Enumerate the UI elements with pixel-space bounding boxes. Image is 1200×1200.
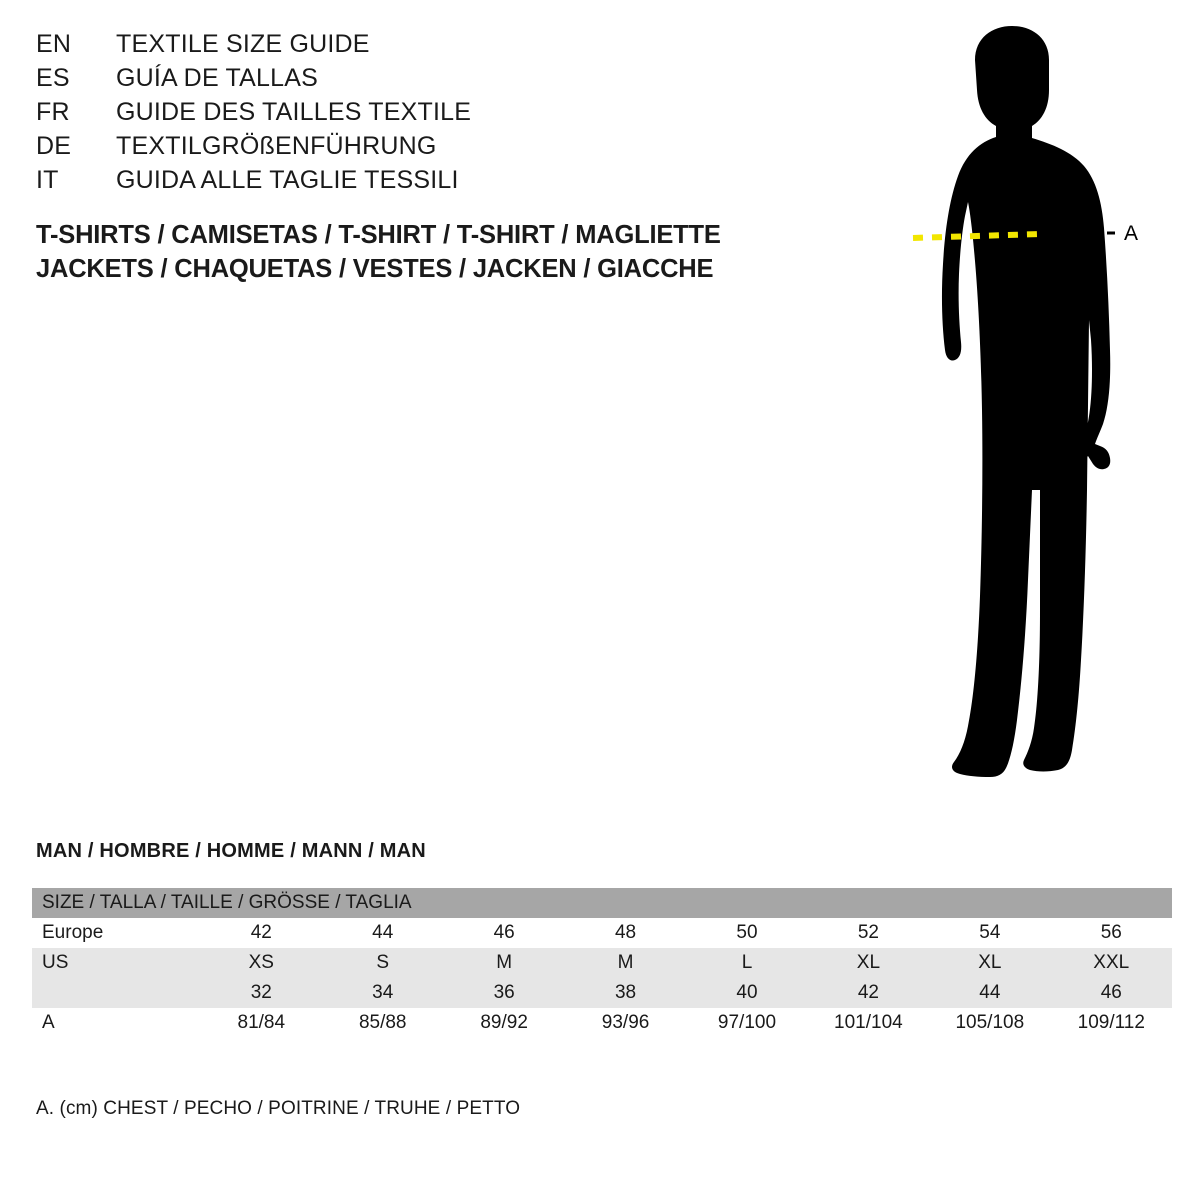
cell-us-7: XXL — [1051, 948, 1172, 978]
language-list — [36, 30, 796, 200]
row-label-us: US — [32, 948, 201, 978]
table-row — [32, 978, 1172, 1008]
cell-numeric-5: 42 — [808, 978, 929, 1008]
cell-europe-0: 42 — [201, 918, 322, 948]
language-code: EN — [36, 30, 72, 58]
chest-marker-label: A — [1124, 222, 1139, 245]
language-row — [36, 64, 796, 98]
language-row — [36, 166, 796, 200]
language-title: TEXTILGRÖßENFÜHRUNG — [116, 132, 437, 160]
language-code: FR — [36, 98, 70, 126]
cell-europe-2: 46 — [443, 918, 564, 948]
cell-chest-4: 97/100 — [686, 1008, 807, 1038]
cell-europe-1: 44 — [322, 918, 443, 948]
cell-chest-1: 85/88 — [322, 1008, 443, 1038]
cell-numeric-3: 38 — [565, 978, 686, 1008]
cell-numeric-4: 40 — [686, 978, 807, 1008]
table-row — [32, 918, 1172, 948]
table-row — [32, 1008, 1172, 1038]
language-title: GUIDA ALLE TAGLIE TESSILI — [116, 166, 459, 194]
language-row — [36, 30, 796, 64]
cell-chest-0: 81/84 — [201, 1008, 322, 1038]
language-title: TEXTILE SIZE GUIDE — [116, 30, 370, 58]
language-title: GUIDE DES TAILLES TEXTILE — [116, 98, 472, 126]
row-label-a: A — [32, 1008, 201, 1038]
cell-us-1: S — [322, 948, 443, 978]
table-footnote: A. (cm) CHEST / PECHO / POITRINE / TRUHE / PETTO — [36, 1098, 521, 1119]
cell-us-5: XL — [808, 948, 929, 978]
cell-numeric-7: 46 — [1051, 978, 1172, 1008]
garment-type-tshirts: T-SHIRTS / CAMISETAS / T-SHIRT / T-SHIRT / MAGLIETTE — [36, 221, 721, 249]
cell-chest-5: 101/104 — [808, 1008, 929, 1038]
section-title-man: MAN / HOMBRE / HOMME / MANN / MAN — [36, 840, 426, 862]
cell-us-2: M — [443, 948, 564, 978]
cell-chest-3: 93/96 — [565, 1008, 686, 1038]
language-row — [36, 132, 796, 166]
size-table — [32, 888, 1172, 1038]
cell-numeric-0: 32 — [201, 978, 322, 1008]
cell-us-4: L — [686, 948, 807, 978]
garment-type-jackets: JACKETS / CHAQUETAS / VESTES / JACKEN / GIACCHE — [36, 255, 714, 283]
table-header-row — [32, 888, 1172, 918]
silhouette-shape — [942, 26, 1110, 777]
cell-europe-6: 54 — [929, 918, 1050, 948]
language-code: IT — [36, 166, 59, 194]
cell-us-0: XS — [201, 948, 322, 978]
cell-europe-7: 56 — [1051, 918, 1172, 948]
language-title: GUÍA DE TALLAS — [116, 64, 318, 92]
male-silhouette-figure — [800, 20, 1200, 790]
language-code: DE — [36, 132, 72, 160]
table-header-label: SIZE / TALLA / TAILLE / GRÖSSE / TAGLIA — [32, 888, 1172, 918]
language-row — [36, 98, 796, 132]
cell-europe-4: 50 — [686, 918, 807, 948]
cell-chest-7: 109/112 — [1051, 1008, 1172, 1038]
cell-chest-2: 89/92 — [443, 1008, 564, 1038]
cell-europe-3: 48 — [565, 918, 686, 948]
cell-numeric-2: 36 — [443, 978, 564, 1008]
cell-chest-6: 105/108 — [929, 1008, 1050, 1038]
cell-europe-5: 52 — [808, 918, 929, 948]
cell-numeric-6: 44 — [929, 978, 1050, 1008]
row-label-numeric — [32, 978, 201, 1008]
row-label-europe: Europe — [32, 918, 201, 948]
cell-numeric-1: 34 — [322, 978, 443, 1008]
cell-us-6: XL — [929, 948, 1050, 978]
language-code: ES — [36, 64, 70, 92]
table-row — [32, 948, 1172, 978]
cell-us-3: M — [565, 948, 686, 978]
